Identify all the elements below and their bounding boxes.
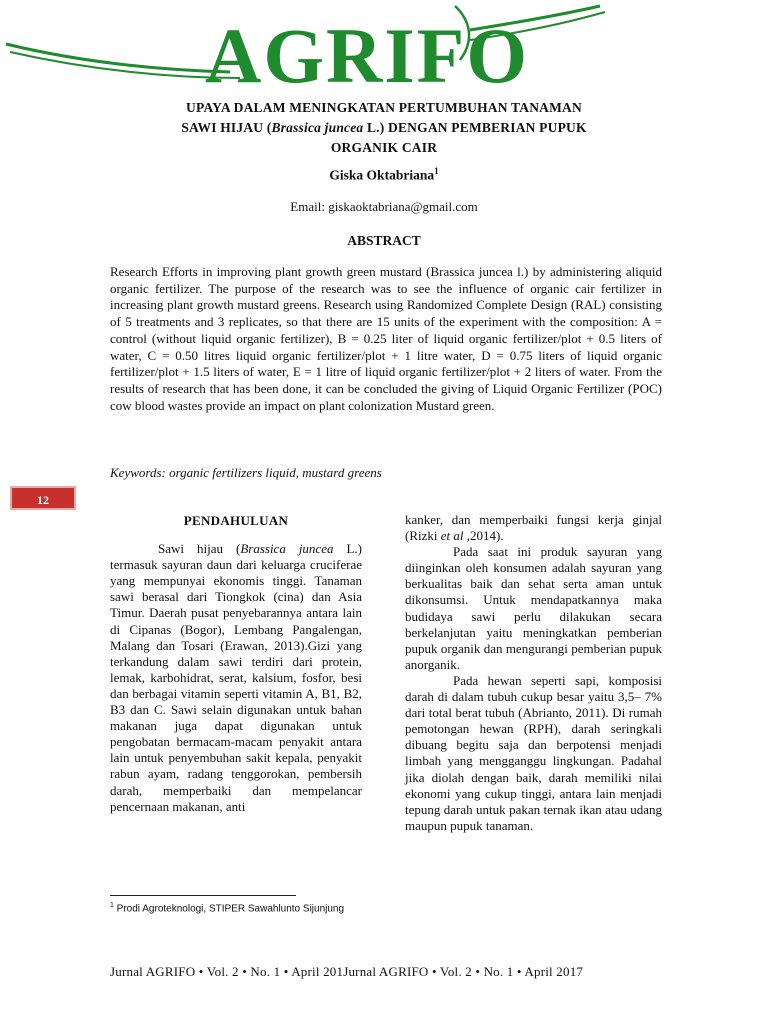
right-column <box>405 512 662 834</box>
abstract-body: Research Efforts in improving plant growth green mustard (Brassica juncea l.) by administering aliquid organic fertilizer. The purpose of the research was to see the influence of organic cair fertilizer in increasing plant growth mustard greens. Research using Randomized Complete Design (RAL) consisting of 5 treatments and 3 replicates, so that there are 15 units of the experiment with the composition: A = control (without liquid organic fertilizer), B = 0.25 liter of liquid organic fertilizer/plot + 0.5 liters of water, C = 0.50 litres liquid organic fertilizer/plot + 1 litre water, D = 0.75 liters of liquid organic fertilizer/plot + 1.5 liters of water, E = 1 litre of liquid organic fertilizer/plot + 2 liters of water. From the results of research that has been done, it can be concluded the giving of Liquid Organic Fertilizer (POC) cow blood wastes provide an impact on plant colonization Mustard green. <box>110 264 662 413</box>
footnote-divider <box>110 895 296 896</box>
logo-wordmark: AGRIFO <box>205 12 529 92</box>
author-name: Giska Oktabriana$^1$ <box>329 166 439 183</box>
page-number-badge: 12 <box>10 486 76 510</box>
author-email: Email: giskaoktabriana@gmail.com <box>290 199 478 214</box>
paragraph: Pada saat ini produk sayuran yang diinginkan oleh konsumen adalah sayuran yang berkualitas baik dan sehat serta aman untuk dikonsumsi. Untuk mendapatkannya maka budidaya sawi perlu dilakukan secara berkelanjutan yaitu meningkatkan pemberian pupuk organik dan mengurangi pemberian pupuk anorganik. <box>405 544 662 672</box>
paragraph: kanker, dan memperbaiki fungsi kerja ginjal (Rizki et al ,2014). <box>405 512 662 544</box>
keywords: Keywords: organic fertilizers liquid, mustard greens <box>110 465 382 480</box>
paragraph: Pada hewan seperti sapi, komposisi darah di dalam tubuh cukup besar yaitu 3,5– 7% dari total berat tubuh (Abrianto, 2011). Di rumah pemotongan hewan (RPH), darah seringkali dibuang begitu saja dan berpotensi menjadi limbah yang mengganggu lingkungan. Padahal jika diolah dengan baik, darah memiliki nilai ekonomi yang cukup tinggi, antara lain menjadi tepung darah untuk pakan ternak ikan atau udang maupun pupuk tanaman. <box>405 672 662 833</box>
left-column <box>110 513 362 815</box>
section-heading: PENDAHULUAN <box>183 513 289 528</box>
footnote: $^1$ Prodi Agroteknologi, STIPER Sawahlunto Sijunjung <box>110 902 345 915</box>
paragraph: Sawi hijau (Brassica juncea L.) termasuk sayuran daun dari keluarga cruciferae yang mempunyai ekonomis tinggi. Tanaman sawi berasal dari Tiongkok (cina) dan Asia Timur. Daerah pusat penyebarannya antara lain di Cipanas (Bogor), Lembang Pangalengan, Malang dan Tosari (Erawan, 2013).Gizi yang terkandung dalam sawi terdiri dari protein, lemak, karbohidrat, serat, kalsium, fosfor, besi dan berbagai vitamin seperti vitamin A, B1, B2, B3 dan C. Sawi selain digunakan untuk bahan makanan juga dapat digunakan untuk pengobatan bermacam-macam penyakit antara lain untuk penyembuhan sakit kepala, penyakit rabun ayam, radang tenggorokan, pembersih darah, memperbaiki dan mempelancar pencernaan makanan, anti <box>110 541 363 814</box>
paper-title: UPAYA DALAM MENINGKATAN PERTUMBUHAN TANAMAN SAWI HIJAU (Brassica juncea L.) DENGAN PEMBERIAN PUPUK ORGANIK CAIR <box>181 100 587 155</box>
page-footer: Jurnal AGRIFO • Vol. 2 • No. 1 • April 201Jurnal AGRIFO • Vol. 2 • No. 1 • April 2017 <box>110 964 584 979</box>
abstract-heading: ABSTRACT <box>347 233 421 248</box>
journal-logo <box>0 0 768 92</box>
